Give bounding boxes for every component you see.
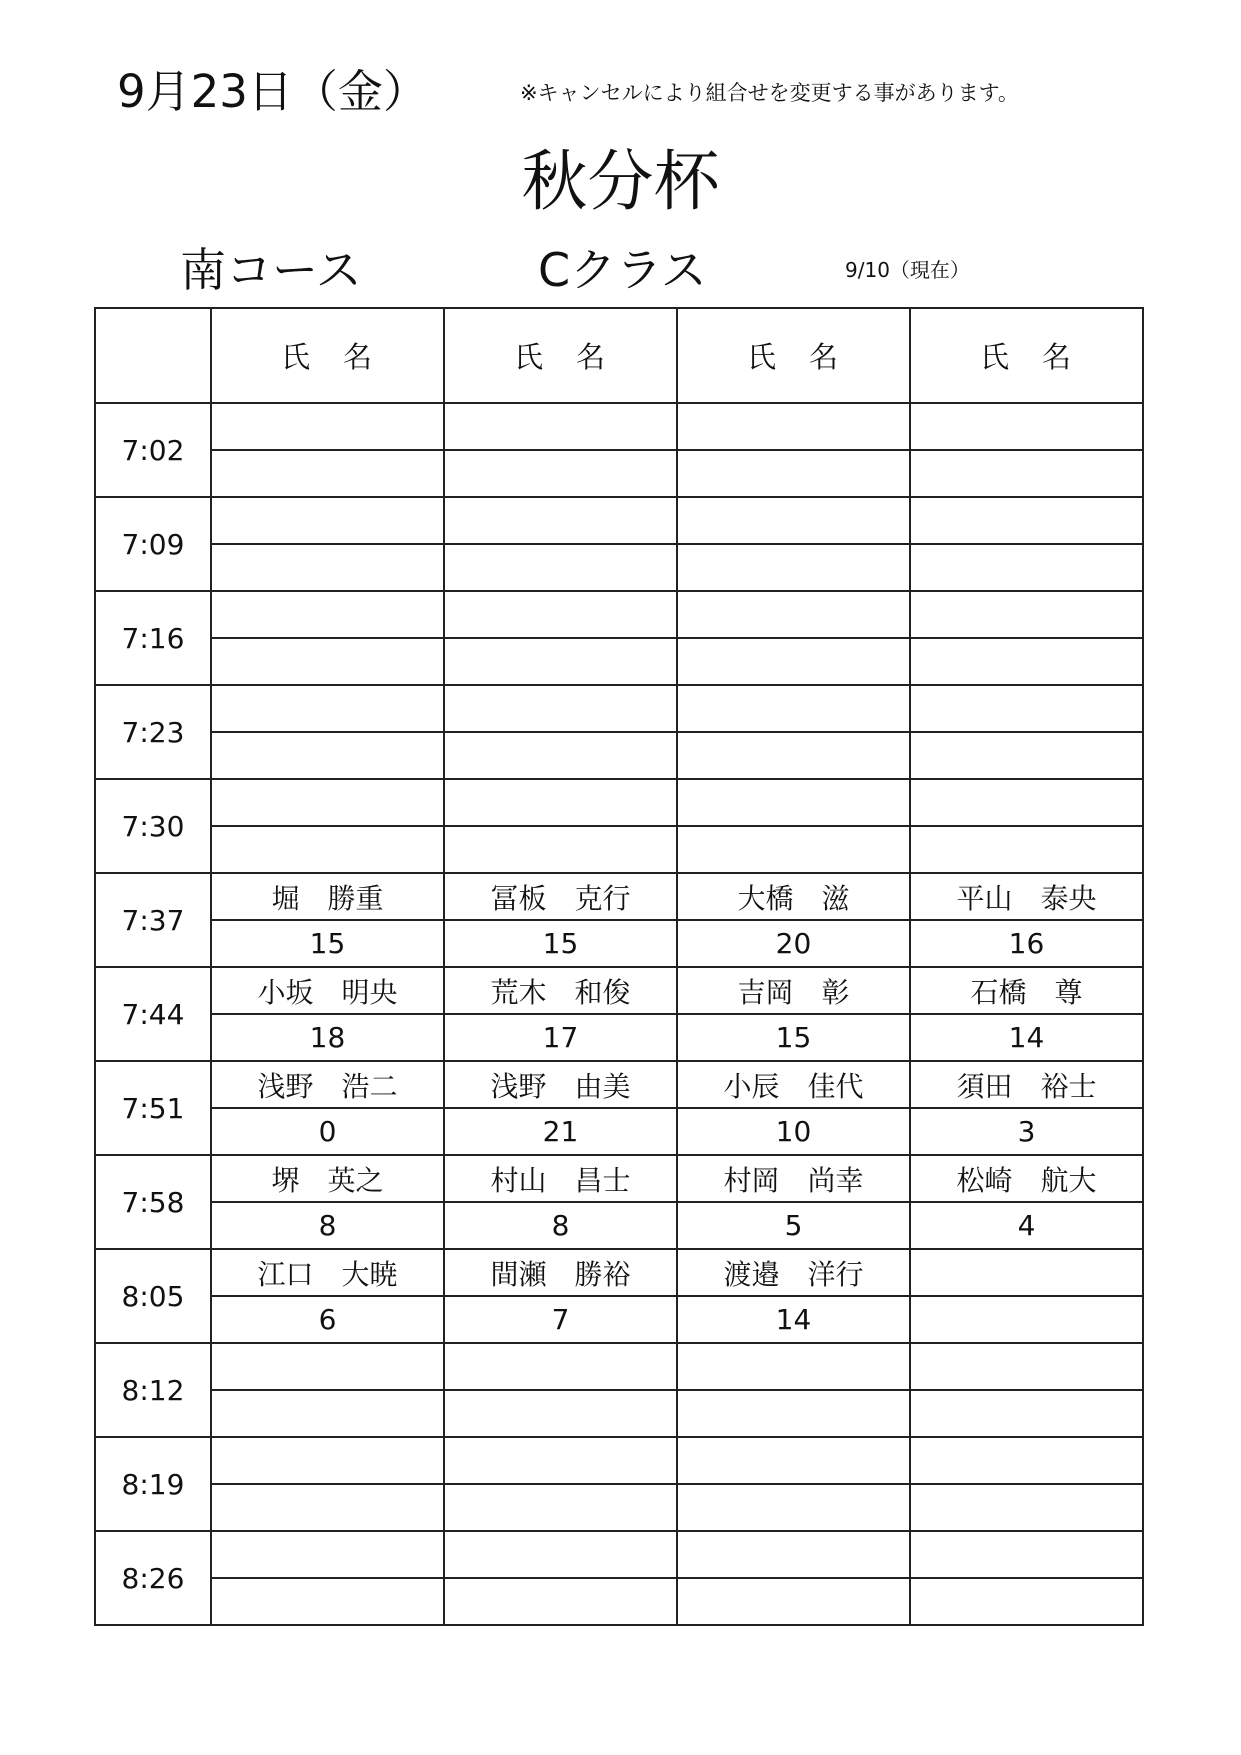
player-name-cell: 平山 泰央 xyxy=(910,873,1143,920)
player-number-cell: 8 xyxy=(444,1202,677,1249)
slot-row-name xyxy=(95,403,1143,450)
tee-time-cell: 8:05 xyxy=(95,1249,211,1343)
player-name-cell: 松崎 航大 xyxy=(910,1155,1143,1202)
player-number-cell xyxy=(677,1578,910,1625)
player-name-cell xyxy=(444,403,677,450)
tee-time-cell: 7:23 xyxy=(95,685,211,779)
tee-time-cell: 7:58 xyxy=(95,1155,211,1249)
player-number-cell xyxy=(910,1578,1143,1625)
player-number-cell xyxy=(910,450,1143,497)
slot-row-name xyxy=(95,873,1143,920)
slot-row-number xyxy=(95,450,1143,497)
player-name-cell xyxy=(677,497,910,544)
player-number-cell xyxy=(444,450,677,497)
player-name-cell: 小坂 明央 xyxy=(211,967,444,1014)
player-number-cell xyxy=(677,450,910,497)
player-name-cell xyxy=(444,497,677,544)
player-name-cell xyxy=(677,1343,910,1390)
player-number-cell: 3 xyxy=(910,1108,1143,1155)
player-name-cell xyxy=(444,1343,677,1390)
player-number-cell: 15 xyxy=(677,1014,910,1061)
player-number-cell xyxy=(677,826,910,873)
slot-row-number xyxy=(95,1202,1143,1249)
as-of-date: 9/10（現在） xyxy=(845,258,970,282)
slot-row-name xyxy=(95,497,1143,544)
tournament-title: 秋分杯 xyxy=(521,143,720,220)
player-number-cell xyxy=(211,638,444,685)
player-name-cell: 村岡 尚幸 xyxy=(677,1155,910,1202)
player-number-cell xyxy=(211,1578,444,1625)
name-header-cell: 氏 名 xyxy=(910,308,1143,403)
slot-row-number xyxy=(95,920,1143,967)
tee-time-cell: 7:09 xyxy=(95,497,211,591)
time-header-cell xyxy=(95,308,211,403)
player-name-cell xyxy=(910,1437,1143,1484)
player-name-cell: 大橋 滋 xyxy=(677,873,910,920)
player-number-cell xyxy=(910,638,1143,685)
tee-time-cell: 8:19 xyxy=(95,1437,211,1531)
player-number-cell xyxy=(444,1390,677,1437)
event-date: 9月23日（金） xyxy=(117,65,428,118)
player-name-cell xyxy=(677,1437,910,1484)
player-number-cell xyxy=(910,544,1143,591)
player-number-cell xyxy=(677,1390,910,1437)
slot-row-number xyxy=(95,1484,1143,1531)
slot-row-name xyxy=(95,1437,1143,1484)
player-name-cell xyxy=(910,1249,1143,1296)
player-number-cell xyxy=(211,732,444,779)
player-number-cell xyxy=(211,450,444,497)
player-name-cell: 江口 大暁 xyxy=(211,1249,444,1296)
slot-row-name xyxy=(95,1155,1143,1202)
tee-time-cell: 7:37 xyxy=(95,873,211,967)
course-label: 南コース xyxy=(180,243,362,297)
player-name-cell xyxy=(910,591,1143,638)
class-label: Cクラス xyxy=(538,243,707,297)
player-number-cell xyxy=(910,1390,1143,1437)
player-number-cell xyxy=(910,1296,1143,1343)
player-number-cell xyxy=(211,544,444,591)
player-number-cell xyxy=(677,638,910,685)
player-number-cell xyxy=(444,732,677,779)
player-number-cell xyxy=(444,1484,677,1531)
player-name-cell xyxy=(211,1531,444,1578)
player-number-cell: 15 xyxy=(444,920,677,967)
player-name-cell: 須田 裕士 xyxy=(910,1061,1143,1108)
player-name-cell: 浅野 浩二 xyxy=(211,1061,444,1108)
tee-time-cell: 7:44 xyxy=(95,967,211,1061)
player-name-cell xyxy=(677,403,910,450)
slot-row-number xyxy=(95,732,1143,779)
slot-row-number xyxy=(95,1014,1143,1061)
player-number-cell xyxy=(677,1484,910,1531)
player-name-cell xyxy=(677,685,910,732)
player-name-cell xyxy=(444,591,677,638)
player-number-cell xyxy=(910,1484,1143,1531)
player-name-cell: 浅野 由美 xyxy=(444,1061,677,1108)
player-name-cell: 冨板 克行 xyxy=(444,873,677,920)
player-number-cell: 8 xyxy=(211,1202,444,1249)
player-number-cell xyxy=(211,1390,444,1437)
cancellation-notice: ※キャンセルにより組合せを変更する事があります。 xyxy=(520,81,1019,105)
player-number-cell xyxy=(444,544,677,591)
name-header-cell: 氏 名 xyxy=(444,308,677,403)
slot-row-number xyxy=(95,826,1143,873)
player-name-cell: 石橋 尊 xyxy=(910,967,1143,1014)
player-name-cell: 吉岡 彰 xyxy=(677,967,910,1014)
slot-row-number xyxy=(95,638,1143,685)
player-name-cell: 渡邉 洋行 xyxy=(677,1249,910,1296)
player-number-cell: 14 xyxy=(677,1296,910,1343)
slot-row-name xyxy=(95,1249,1143,1296)
player-number-cell xyxy=(211,826,444,873)
slot-row-name xyxy=(95,1343,1143,1390)
player-name-cell: 堺 英之 xyxy=(211,1155,444,1202)
player-name-cell: 間瀬 勝裕 xyxy=(444,1249,677,1296)
slot-row-number xyxy=(95,1108,1143,1155)
player-name-cell xyxy=(910,497,1143,544)
slot-row-name xyxy=(95,967,1143,1014)
slot-row-number xyxy=(95,1296,1143,1343)
name-header-cell: 氏 名 xyxy=(677,308,910,403)
player-number-cell xyxy=(910,732,1143,779)
name-header-cell: 氏 名 xyxy=(211,308,444,403)
player-number-cell: 10 xyxy=(677,1108,910,1155)
player-name-cell xyxy=(444,1437,677,1484)
player-name-cell xyxy=(211,779,444,826)
slot-row-name xyxy=(95,779,1143,826)
tee-time-cell: 8:26 xyxy=(95,1531,211,1625)
player-name-cell xyxy=(677,1531,910,1578)
player-name-cell xyxy=(211,591,444,638)
player-name-cell: 小辰 佳代 xyxy=(677,1061,910,1108)
player-name-cell xyxy=(444,1531,677,1578)
player-number-cell xyxy=(444,638,677,685)
player-name-cell xyxy=(677,591,910,638)
player-name-cell: 堀 勝重 xyxy=(211,873,444,920)
tee-time-cell: 8:12 xyxy=(95,1343,211,1437)
tee-time-cell: 7:16 xyxy=(95,591,211,685)
player-number-cell: 5 xyxy=(677,1202,910,1249)
player-name-cell xyxy=(211,1437,444,1484)
slot-row-name xyxy=(95,591,1143,638)
slot-row-number xyxy=(95,544,1143,591)
player-number-cell: 16 xyxy=(910,920,1143,967)
player-name-cell: 荒木 和俊 xyxy=(444,967,677,1014)
player-name-cell xyxy=(211,685,444,732)
player-name-cell xyxy=(910,779,1143,826)
tee-time-cell: 7:02 xyxy=(95,403,211,497)
player-number-cell: 18 xyxy=(211,1014,444,1061)
slot-row-name xyxy=(95,1531,1143,1578)
player-number-cell: 0 xyxy=(211,1108,444,1155)
player-name-cell xyxy=(211,403,444,450)
player-name-cell xyxy=(444,779,677,826)
player-number-cell xyxy=(677,732,910,779)
player-name-cell xyxy=(910,1531,1143,1578)
player-number-cell: 6 xyxy=(211,1296,444,1343)
player-name-cell xyxy=(910,1343,1143,1390)
player-number-cell: 20 xyxy=(677,920,910,967)
tee-time-cell: 7:51 xyxy=(95,1061,211,1155)
player-name-cell xyxy=(677,779,910,826)
player-number-cell xyxy=(677,544,910,591)
player-number-cell: 4 xyxy=(910,1202,1143,1249)
player-number-cell: 17 xyxy=(444,1014,677,1061)
player-name-cell xyxy=(910,403,1143,450)
slot-row-name xyxy=(95,685,1143,732)
tee-time-cell: 7:30 xyxy=(95,779,211,873)
player-number-cell: 14 xyxy=(910,1014,1143,1061)
slot-row-name xyxy=(95,1061,1143,1108)
player-number-cell xyxy=(444,826,677,873)
player-number-cell: 21 xyxy=(444,1108,677,1155)
slot-row-number xyxy=(95,1390,1143,1437)
player-name-cell xyxy=(211,497,444,544)
player-name-cell xyxy=(444,685,677,732)
player-name-cell xyxy=(910,685,1143,732)
header-row xyxy=(95,308,1143,403)
player-name-cell xyxy=(211,1343,444,1390)
player-name-cell: 村山 昌士 xyxy=(444,1155,677,1202)
player-number-cell xyxy=(444,1578,677,1625)
slot-row-number xyxy=(95,1578,1143,1625)
player-number-cell: 7 xyxy=(444,1296,677,1343)
player-number-cell: 15 xyxy=(211,920,444,967)
tee-time-table xyxy=(94,307,1144,1626)
player-number-cell xyxy=(211,1484,444,1531)
player-number-cell xyxy=(910,826,1143,873)
